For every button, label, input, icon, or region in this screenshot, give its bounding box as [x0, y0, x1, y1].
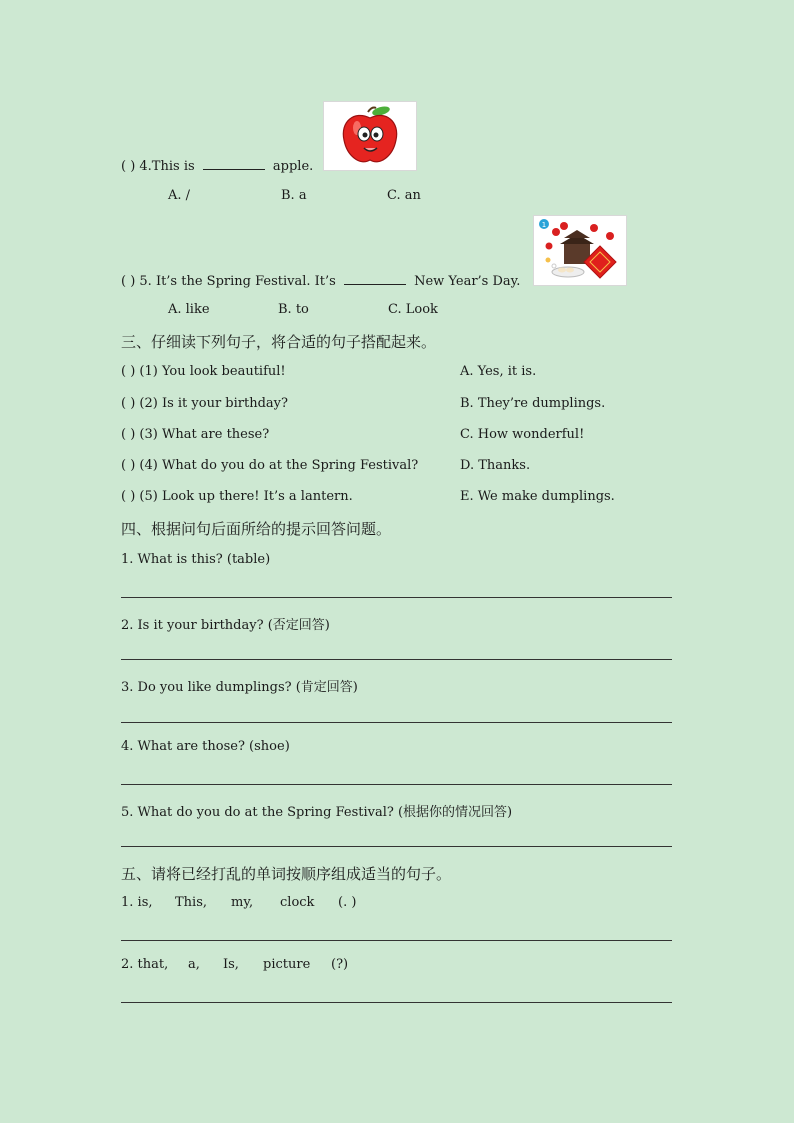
answer-line-5[interactable]: [121, 846, 672, 847]
scramble-line-2[interactable]: [121, 1002, 672, 1003]
question-5-prefix: ( ) 5. It’s the Spring Festival. It’s: [121, 274, 340, 289]
q4-option-b: B. a: [281, 188, 307, 203]
q4-option-a: A. /: [168, 188, 191, 203]
match-question-4: ( ) (4) What do you do at the Spring Festival?: [121, 458, 419, 473]
scramble-line-1[interactable]: [121, 940, 672, 941]
apple-image: [323, 101, 417, 171]
question-5-suffix: New Year’s Day.: [409, 274, 521, 289]
answer-blank[interactable]: [344, 272, 406, 285]
question-4: [121, 157, 313, 174]
scramble-2-word-3: Is,: [223, 957, 239, 972]
q5-option-c: C. Look: [388, 302, 438, 317]
scramble-1-word-3: my,: [231, 895, 254, 910]
answer-blank[interactable]: [203, 157, 265, 170]
scramble-2-word-4: picture: [263, 957, 311, 972]
match-answer-e: E. We make dumplings.: [460, 489, 615, 504]
match-answer-d: D. Thanks.: [460, 458, 531, 473]
scramble-2-word-1: 2. that,: [121, 957, 169, 972]
scramble-2-word-5: (?): [331, 957, 349, 972]
scramble-2-word-2: a,: [188, 957, 200, 972]
q4-option-c: C. an: [387, 188, 421, 203]
answer-line-4[interactable]: [121, 784, 672, 785]
match-question-5: ( ) (5) Look up there! It’s a lantern.: [121, 489, 353, 504]
spring-festival-icon: [534, 216, 626, 285]
answer-question-3: 3. Do you like dumplings? (肯定回答): [121, 680, 358, 695]
match-answer-c: C. How wonderful!: [460, 427, 585, 442]
q5-option-a: A. like: [168, 302, 210, 317]
scramble-1-word-4: clock: [280, 895, 315, 910]
answer-line-3[interactable]: [121, 722, 672, 723]
scramble-1-word-2: This,: [175, 895, 208, 910]
match-answer-b: B. They’re dumplings.: [460, 396, 606, 411]
answer-line-2[interactable]: [121, 659, 672, 660]
question-5: [121, 272, 520, 289]
answer-question-2: 2. Is it your birthday? (否定回答): [121, 618, 330, 633]
section-3-title: 三、仔细读下列句子，将合适的句子搭配起来。: [121, 333, 437, 351]
match-question-3: ( ) (3) What are these?: [121, 427, 270, 442]
match-question-1: ( ) (1) You look beautiful!: [121, 364, 286, 379]
apple-icon: [324, 102, 416, 170]
question-4-suffix: apple.: [268, 159, 314, 174]
spring-festival-image: [533, 215, 627, 286]
q5-option-b: B. to: [278, 302, 309, 317]
match-answer-a: A. Yes, it is.: [460, 364, 537, 379]
answer-question-5: 5. What do you do at the Spring Festival? (根据你的情况回答): [121, 805, 513, 820]
answer-line-1[interactable]: [121, 597, 672, 598]
answer-question-4: 4. What are those? (shoe): [121, 739, 290, 754]
question-4-prefix: ( ) 4.This is: [121, 159, 199, 174]
badge-number: 1: [541, 221, 547, 229]
section-5-title: 五、请将已经打乱的单词按顺序组成适当的句子。: [121, 865, 452, 883]
answer-question-1: 1. What is this? (table): [121, 552, 271, 567]
section-4-title: 四、根据问句后面所给的提示回答问题。: [121, 520, 392, 538]
scramble-1-word-5: (. ): [338, 895, 357, 910]
match-question-2: ( ) (2) Is it your birthday?: [121, 396, 288, 411]
scramble-1-word-1: 1. is,: [121, 895, 153, 910]
